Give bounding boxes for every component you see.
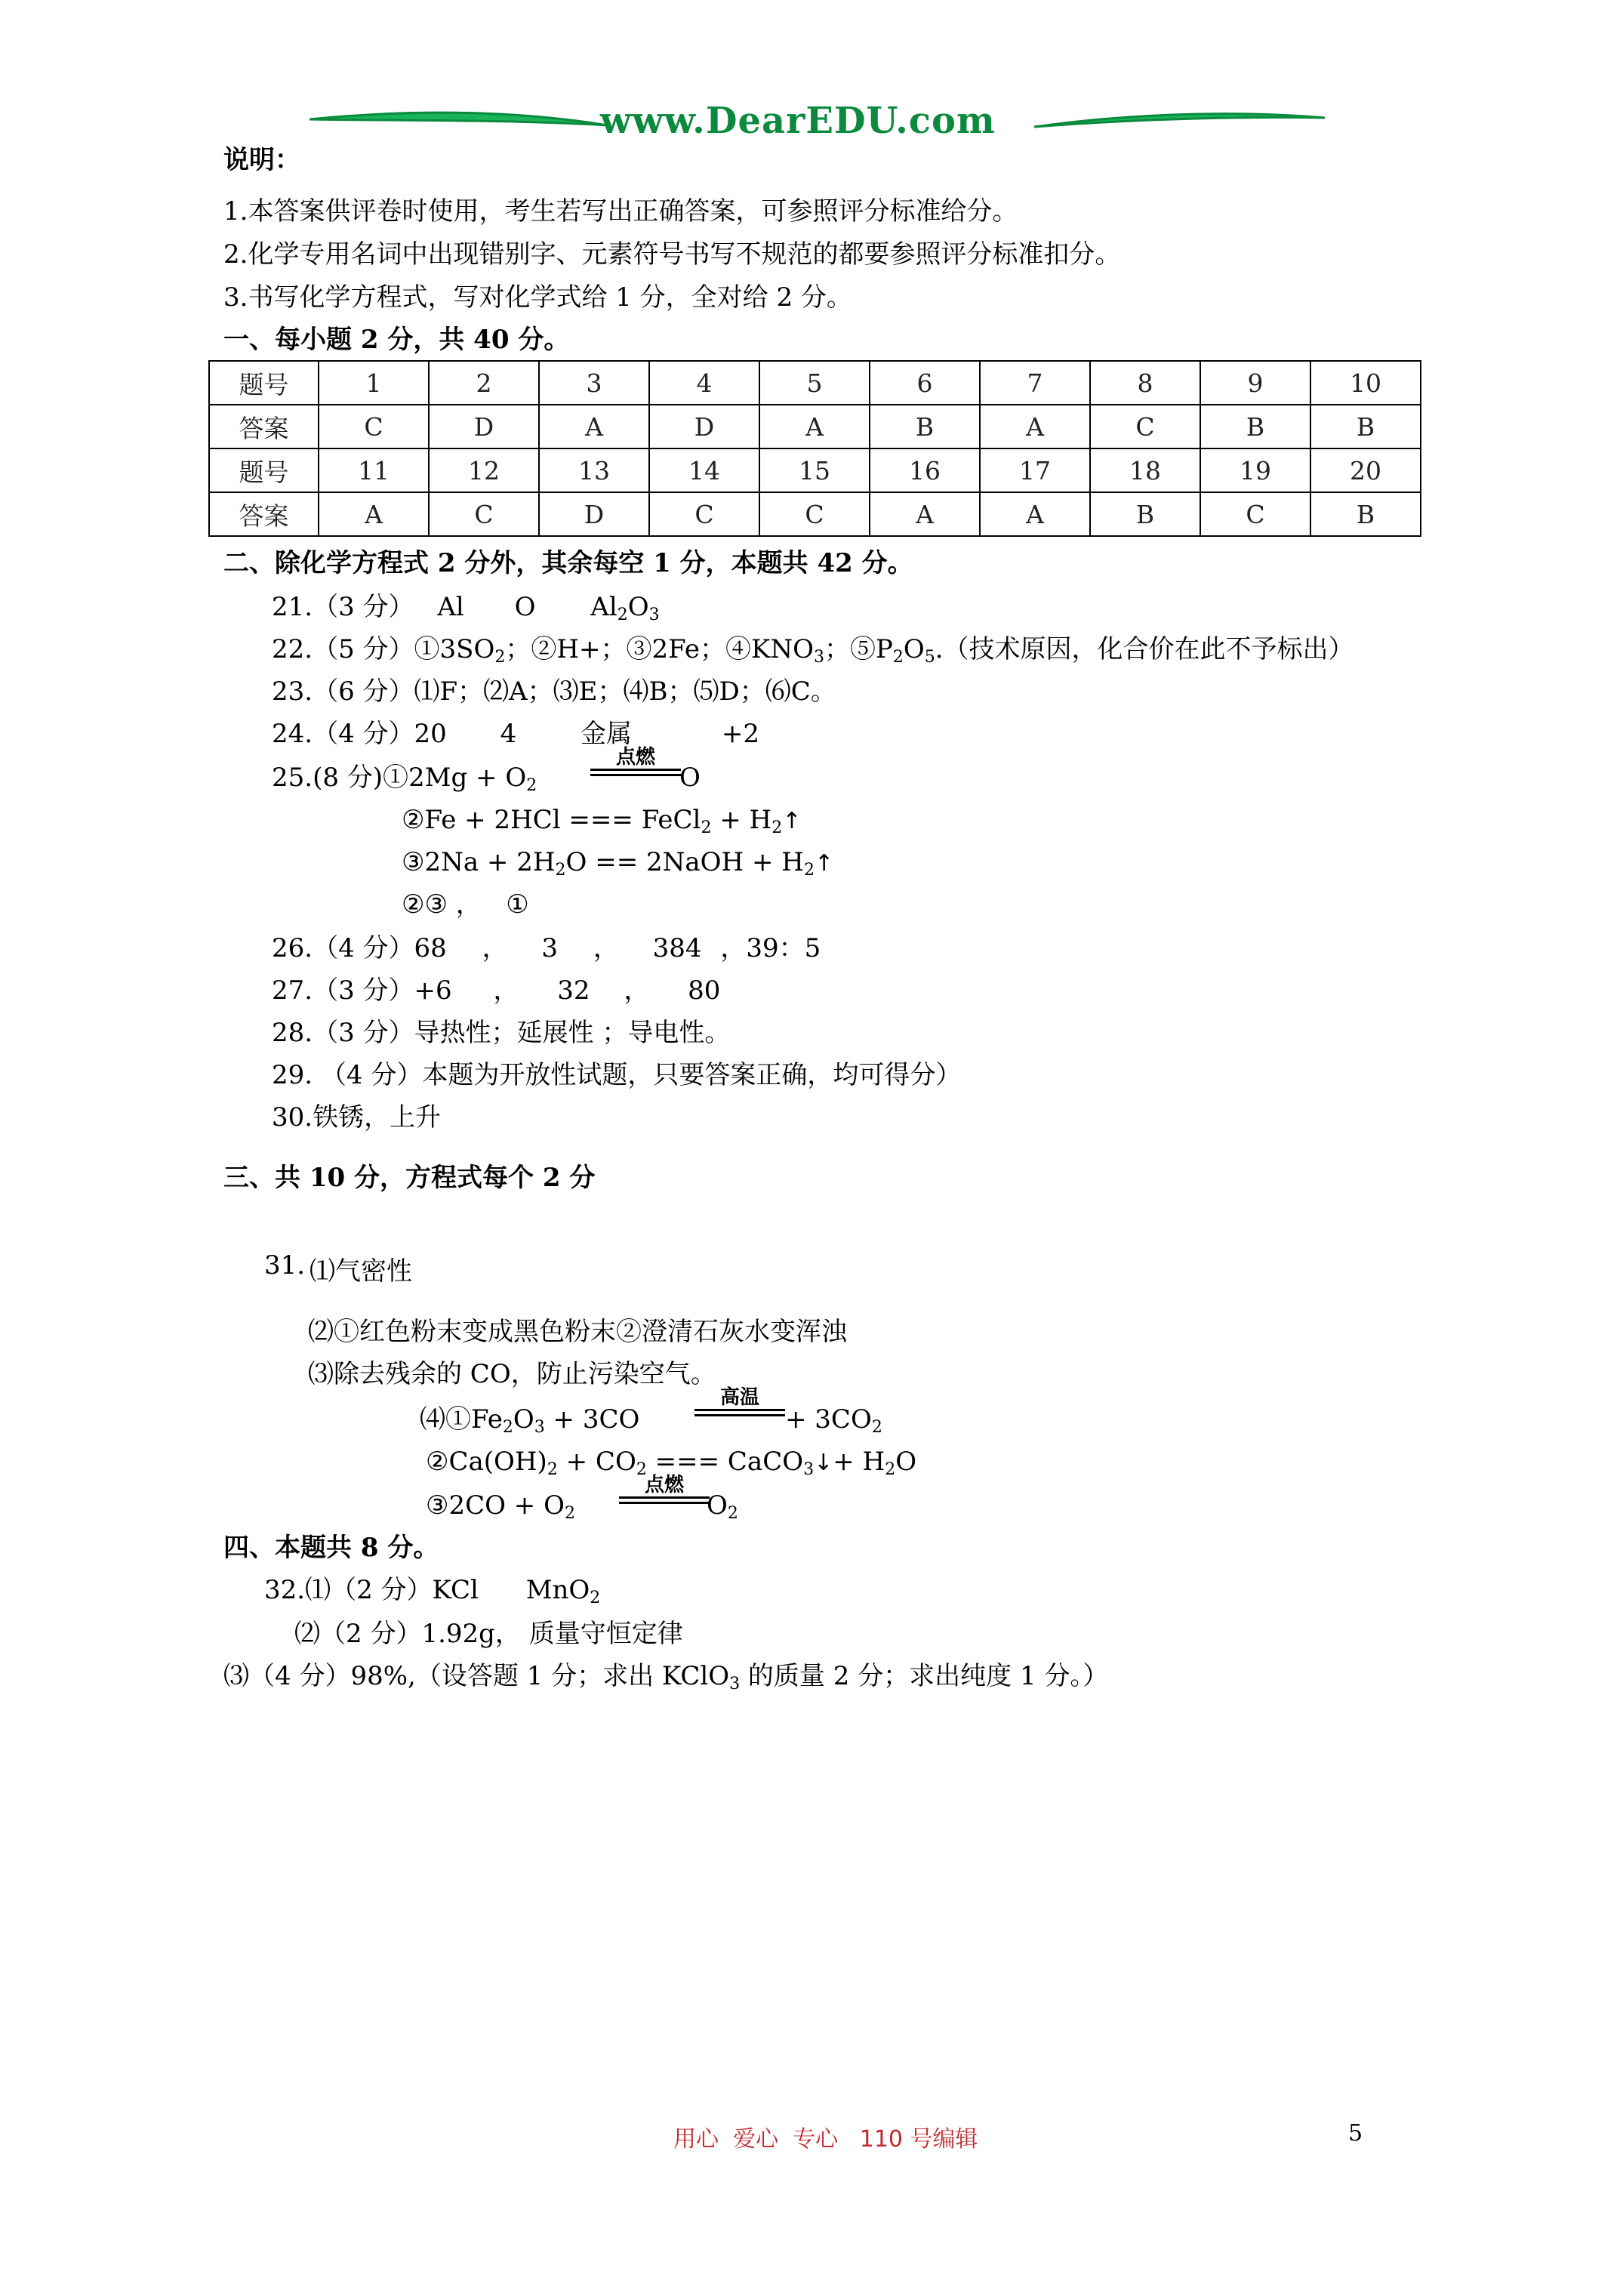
table-row — [209, 405, 1421, 448]
q32-part3: ⑶（4 分）98%,（设答题 1 分；求出 KClO$_3$ 的质量 2 分；求出纯度 1 分。） — [223, 1661, 1109, 1693]
table-cell: B — [1200, 405, 1310, 448]
table-cell: 18 — [1090, 448, 1200, 492]
table-cell: 17 — [980, 448, 1090, 492]
q22: 22.（5 分）$①3SO_2$；②H+；③2Fe；$④KNO_3$；$⑤P_2O_5$.（技术原因，化合价在此不予标出） — [272, 634, 1354, 667]
table-row — [209, 492, 1421, 536]
table-cell: 20 — [1310, 448, 1421, 492]
high-temp-condition: 高温 — [694, 1388, 785, 1416]
q30: 30.铁锈，上升 — [272, 1102, 442, 1133]
table-cell: 2 — [429, 361, 539, 405]
table-cell: C — [649, 492, 759, 536]
section1-title: 一、每小题 2 分，共 40 分。 — [223, 325, 570, 355]
table-row — [209, 361, 1421, 405]
q31-num: 31. — [264, 1250, 306, 1281]
table-cell: B — [1310, 405, 1421, 448]
q31-part1: ⑴气密性 — [310, 1256, 412, 1287]
q23: 23.（6 分）⑴F；⑵A；⑶E；⑷B；⑸D；⑹C。 — [272, 676, 836, 707]
table-cell: A — [759, 405, 870, 448]
q32-part1: 32.⑴（2 分）KCl MnO$_2$ — [264, 1575, 601, 1607]
logo-text[interactable]: www.DearEDU.com — [600, 100, 996, 142]
table-row-header: 题号 — [209, 448, 319, 492]
ignite-condition-2: 点燃 — [619, 1475, 710, 1504]
q29: 29. （4 分）本题为开放性试题，只要答案正确，均可得分） — [272, 1060, 962, 1090]
table-cell: A — [870, 492, 980, 536]
table-cell: A — [539, 405, 649, 448]
q25-line4: ②③ ， ① — [402, 889, 529, 920]
table-cell: 12 — [429, 448, 539, 492]
q21-b: O — [514, 592, 536, 622]
table-cell: C — [1090, 405, 1200, 448]
table-row-header: 答案 — [209, 405, 319, 448]
up-arrow-icon: ↑ — [814, 850, 834, 877]
table-cell: D — [539, 492, 649, 536]
ignite-condition: 点燃 — [590, 747, 681, 776]
section2-title: 二、除化学方程式 2 分外，其余每空 1 分，本题共 42 分。 — [223, 548, 913, 578]
table-cell: B — [870, 405, 980, 448]
table-cell: C — [429, 492, 539, 536]
section3-title: 三、共 10 分，方程式每个 2 分 — [223, 1163, 596, 1193]
table-cell: 10 — [1310, 361, 1421, 405]
q27: 27.（3 分）+6 ， 32 ， 80 — [272, 975, 721, 1006]
header-logo — [310, 95, 1329, 156]
table-cell: 6 — [870, 361, 980, 405]
table-row — [209, 448, 1421, 492]
note-item-1: 1.本答案供评卷时使用，考生若写出正确答案，可参照评分标准给分。 — [223, 196, 1018, 227]
table-cell: C — [1200, 492, 1310, 536]
q28: 28.（3 分）导热性；延展性 ；导电性。 — [272, 1018, 731, 1048]
q31-eq3: ③2CO + $O_2$ — [426, 1490, 575, 1523]
logo-swoosh-left — [310, 103, 611, 148]
table-cell: B — [1310, 492, 1421, 536]
logo-swoosh-right — [1034, 103, 1329, 148]
section4-title: 四、本题共 8 分。 — [223, 1533, 439, 1563]
q32-part2: ⑵（2 分）1.92g， 质量守恒定律 — [294, 1619, 683, 1649]
table-cell: 1 — [319, 361, 429, 405]
table-cell: 13 — [539, 448, 649, 492]
q31-eq2: $②Ca(OH)_2 + CO_2$ === CaCO$_3$↓+ $H_2O$ — [426, 1447, 917, 1479]
table-cell: B — [1090, 492, 1200, 536]
table-cell: 11 — [319, 448, 429, 492]
table-cell: C — [319, 405, 429, 448]
table-row-header: 答案 — [209, 492, 319, 536]
table-cell: 8 — [1090, 361, 1200, 405]
answer-table — [208, 360, 1421, 537]
q21-c: $Al_2O_3$ — [590, 592, 660, 624]
note-item-3: 3.书写化学方程式，写对化学式给 1 分，全对给 2 分。 — [223, 282, 852, 313]
q25-tail: O — [679, 763, 701, 793]
q31-part2: ⑵①红色粉末变成黑色粉末②澄清石灰水变浑浊 — [308, 1317, 847, 1347]
q25-line2: ②Fe + 2HCl === FeCl$_2$ + $H_2↑$ — [402, 805, 802, 837]
q25-line1: 25.(8 分)①2Mg + $O_2$ — [272, 763, 537, 795]
table-cell: 5 — [759, 361, 870, 405]
table-cell: 3 — [539, 361, 649, 405]
down-arrow-icon: ↓ — [814, 1450, 833, 1476]
q21 — [272, 592, 660, 622]
table-cell: 4 — [649, 361, 759, 405]
table-cell: 16 — [870, 448, 980, 492]
table-row-header: 题号 — [209, 361, 319, 405]
q24: 24.（4 分）20 4 金属 +2 — [272, 719, 759, 749]
table-cell: D — [429, 405, 539, 448]
table-cell: D — [649, 405, 759, 448]
q25-line3: ③2Na + $2H_2O$ == 2NaOH + $H_2↑$ — [402, 847, 834, 880]
q31-part3: ⑶除去残余的 CO，防止污染空气。 — [308, 1359, 716, 1389]
q31-eq3-tail: $O_2$ — [707, 1490, 738, 1523]
up-arrow-icon: ↑ — [782, 808, 802, 834]
table-cell: 9 — [1200, 361, 1310, 405]
q31-eq1-tail: + $3CO_2$ — [785, 1404, 882, 1437]
footer-text: 用心 爱心 专心 110 号编辑 — [673, 2126, 978, 2153]
table-cell: 19 — [1200, 448, 1310, 492]
table-cell: A — [319, 492, 429, 536]
table-cell: 14 — [649, 448, 759, 492]
q26: 26.（4 分）68 ， 3 ， 384 ，39：5 — [272, 933, 821, 963]
q31-eq1: $⑷①Fe_2O_3 + 3CO$ — [420, 1404, 640, 1437]
note-item-2: 2.化学专用名词中出现错别字、元素符号书写不规范的都要参照评分标准扣分。 — [223, 239, 1121, 270]
page-number: 5 — [1348, 2120, 1363, 2147]
notes-title: 说明： — [223, 145, 300, 175]
table-cell: C — [759, 492, 870, 536]
q21-a: Al — [437, 592, 464, 622]
table-cell: 7 — [980, 361, 1090, 405]
q21-num: 21.（3 分） — [272, 592, 414, 622]
table-cell: 15 — [759, 448, 870, 492]
table-cell: A — [980, 492, 1090, 536]
table-cell: A — [980, 405, 1090, 448]
